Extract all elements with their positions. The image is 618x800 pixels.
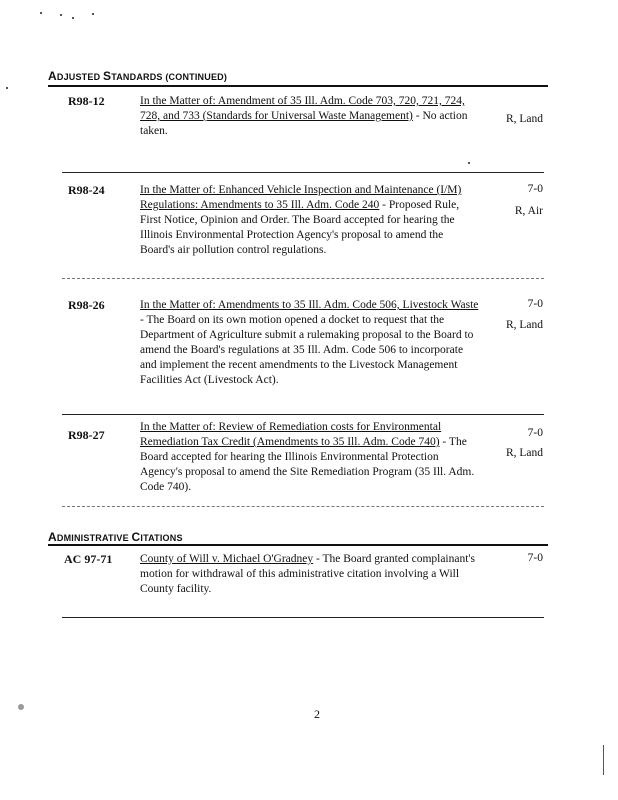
case-text: [140, 420, 480, 495]
scan-speck: [40, 12, 42, 14]
case-title: In the Matter of: Enhanced Vehicle Inspection and Maintenance (I/M) Regulations: Amendments to 35 Ill. Adm. Code 240: [140, 184, 462, 211]
case-divider: [62, 278, 544, 279]
case-title: In the Matter of: Review of Remediation costs for Environmental Remediation Tax Credit (Amendments to 35 Ill. Adm. Code 740): [140, 421, 442, 448]
case-summary: - The Board on its own motion opened a docket to request that the Department of Agriculture submit a rulemaking proposal to the Board to amend the Board's regulations at 35 Ill. Adm. Code 506 to incorporate and implement the recent amendments to the Livestock Management Facilities Act (Livestock Act).: [140, 314, 474, 386]
case-id: R98-24: [68, 183, 105, 197]
case-text: [140, 183, 480, 258]
case-text: [140, 552, 480, 597]
case-vote: 7-0: [527, 298, 543, 310]
scan-speck: [60, 14, 62, 16]
case-category: R, Air: [514, 205, 543, 217]
case-summary: - The Board accepted for hearing the Illinois Environmental Protection Agency's proposal to amend the Site Remediation Program (35 Ill. Adm. Code 740).: [140, 436, 475, 493]
case-id: AC 97-71: [64, 552, 113, 566]
case-vote: 7-0: [527, 183, 543, 195]
case-id: R98-26: [68, 298, 105, 312]
section-rule: [48, 85, 548, 87]
case-title: In the Matter of: Amendments to 35 Ill. Adm. Code 506, Livestock Waste: [140, 299, 479, 311]
section-heading-administrative-citations: ADMINISTRATIVE CITATIONS: [48, 530, 183, 544]
case-text: [140, 94, 480, 139]
page-number: 2: [314, 707, 320, 721]
case-divider: [62, 414, 544, 415]
case-category: R, Land: [505, 447, 543, 459]
case-divider: [62, 172, 544, 173]
scan-speck: [92, 13, 94, 15]
scan-speck: [72, 17, 74, 19]
scan-speck: [6, 87, 8, 89]
section-rule: [48, 544, 548, 546]
case-text: [140, 298, 480, 388]
case-divider: [62, 506, 544, 507]
case-summary: - No action taken.: [140, 110, 468, 137]
case-title: In the Matter of: Amendment of 35 Ill. Adm. Code 703, 720, 721, 724, 728, and 733 (Standards for Universal Waste Management): [140, 95, 465, 122]
case-vote: 7-0: [527, 427, 543, 439]
scan-edge-mark: [603, 745, 604, 775]
case-category: R, Land: [505, 319, 543, 331]
case-id: R98-12: [68, 94, 105, 108]
case-divider: [62, 617, 544, 618]
case-summary: - Proposed Rule, First Notice, Opinion and Order. The Board accepted for hearing the Illinois Environmental Protection Agency's proposal to amend the Board's air pollution control regulations.: [140, 199, 460, 256]
section-heading-adjusted-standards: ADJUSTED STANDARDS (CONTINUED): [48, 69, 228, 83]
case-category: R, Land: [505, 113, 543, 125]
case-title: County of Will v. Michael O'Gradney: [140, 553, 314, 565]
scan-speck: [468, 162, 470, 164]
case-vote: 7-0: [527, 552, 543, 564]
scan-speck: [18, 704, 24, 710]
case-id: R98-27: [68, 428, 105, 442]
case-summary: - The Board granted complainant's motion for withdrawal of this administrative citation involving a Will County facility.: [140, 553, 475, 595]
